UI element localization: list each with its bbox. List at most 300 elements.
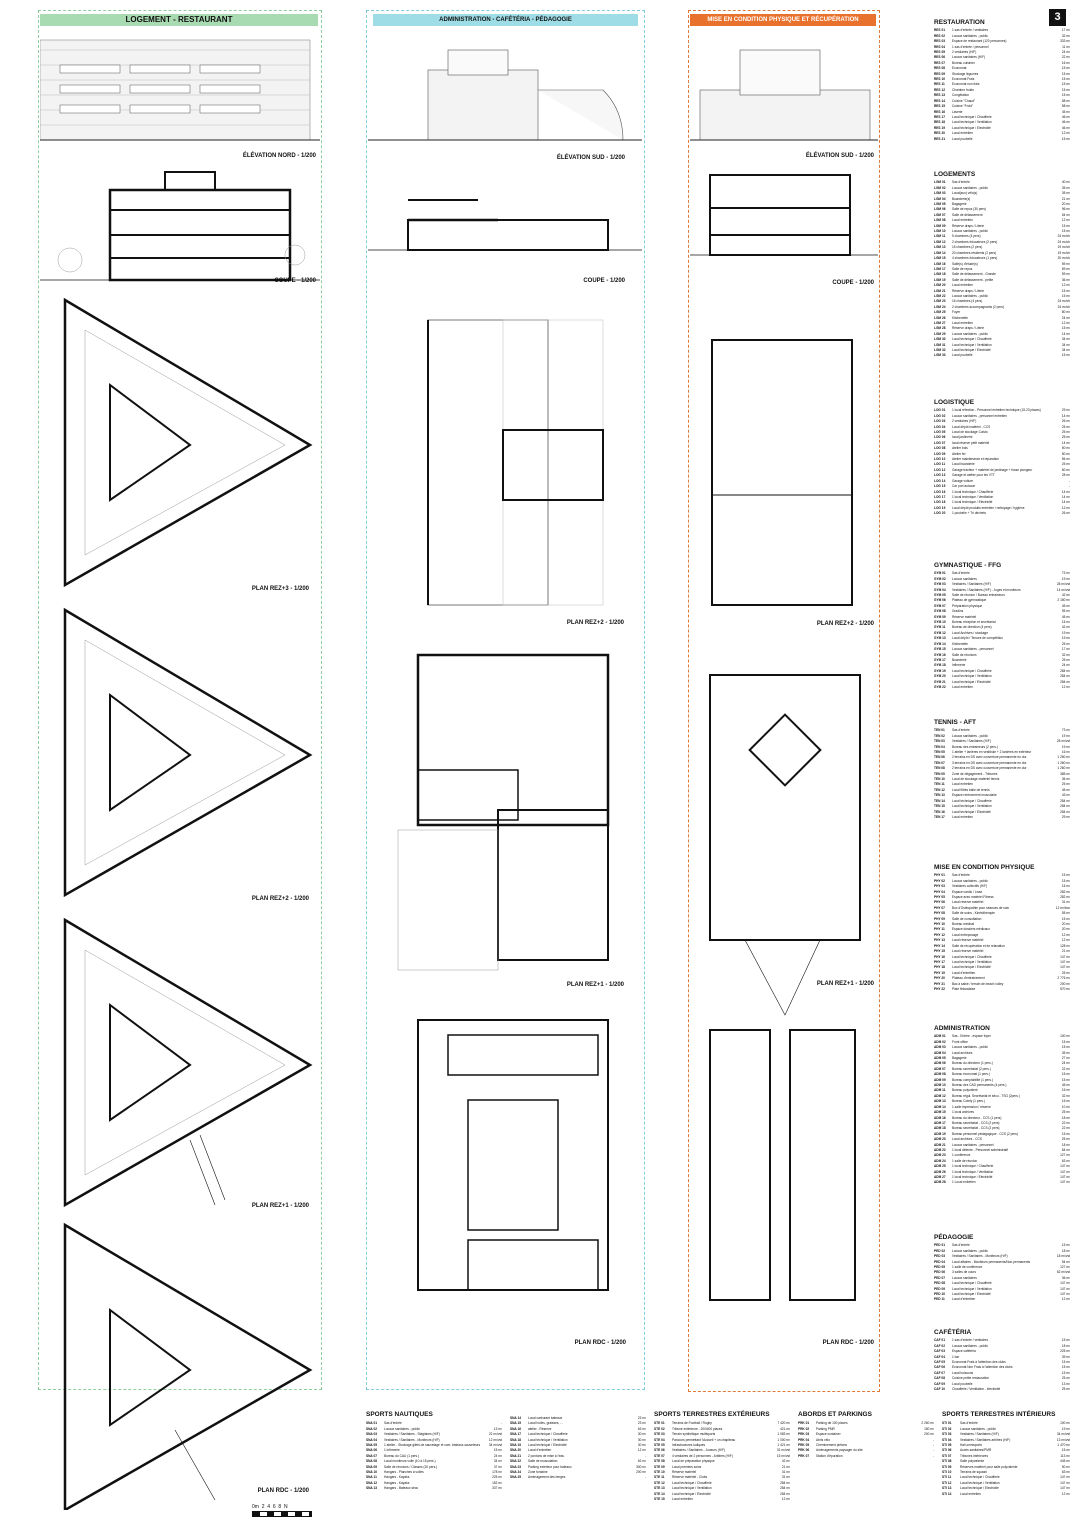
room-code: GYM 20 (934, 674, 946, 679)
room-area: 19 m²/ch (1057, 245, 1070, 250)
room-code: GYM 01 (934, 571, 946, 576)
room-name: Bureau du CAU (1 pers.) (384, 1453, 420, 1458)
room-area: 1 470 m² (1057, 1443, 1070, 1448)
room-code: CAF 03 (934, 1349, 945, 1354)
room-name: Terrains de squash (960, 1470, 987, 1475)
room-code: SNA 08 (366, 1459, 378, 1464)
room-area: 62 m²/vst (1056, 1270, 1070, 1275)
room-name: Terrains de Football / Rugby (672, 1421, 712, 1426)
room-area: 19 m² (1061, 630, 1070, 635)
room-code: STI 04 (942, 1437, 952, 1442)
room-code: STE 01 (654, 1421, 665, 1426)
elevation-nord-drawing (40, 40, 320, 140)
room-area: 15 m² (1061, 1072, 1070, 1077)
room-area: 284 m² (780, 1491, 790, 1496)
room-area: 18 m²/vst (1056, 1254, 1070, 1259)
room-name: Garage et atelier pour les VTT (952, 473, 995, 478)
room-name: 4 chambres éducateurs (1 pers) (952, 256, 998, 261)
room-code: SNA 07 (366, 1453, 378, 1458)
room-area: 2 150 m² (1057, 598, 1070, 603)
legend-section (934, 1330, 1070, 1392)
room-area: 15 m² (1061, 87, 1070, 92)
room-name: Terrain synthétique multisports (672, 1432, 716, 1437)
room-name: Salle de réunion / Bureau entraineurs (952, 593, 1005, 598)
room-area: 15 m²/vst (776, 1453, 790, 1458)
plan-rez3-drawing (65, 300, 310, 585)
room-name: Local technique / Chaufferie (528, 1432, 568, 1437)
room-name: Parking extérieur pour bateaux (528, 1464, 572, 1469)
legend-section-title: ADMINISTRATION (934, 1025, 990, 1032)
room-code: ADM 20 (934, 1137, 946, 1142)
room-code: LGM 27 (934, 320, 946, 325)
room-code: SNA 01 (366, 1421, 378, 1426)
room-area: 32 m² (1061, 33, 1070, 38)
room-area: 284 m² (780, 1480, 790, 1485)
room-code: TEN 09 (934, 771, 945, 776)
room-area: 284 m² (1060, 804, 1070, 809)
room-area: 147 m² (1060, 1281, 1070, 1286)
room-name: Zone fontaine (528, 1470, 548, 1475)
room-name: Sas d'entrée (952, 1243, 970, 1248)
legend-section (934, 400, 1070, 517)
room-area: 12 m² (1061, 684, 1070, 689)
room-code: PED 05 (934, 1265, 945, 1270)
room-code: STE 09 (654, 1464, 665, 1469)
label-elevation-sud-c3: ÉLÉVATION SUD - 1/200 (805, 153, 874, 159)
room-code: STE 12 (654, 1480, 665, 1485)
room-area: 12 m²/vst (488, 1437, 502, 1442)
room-area: 34 m² (1061, 337, 1070, 342)
room-area: 24 m²/ch (1057, 239, 1070, 244)
room-code: CAF 09 (934, 1381, 945, 1386)
plan-rez2-c2-drawing (428, 320, 603, 605)
room-name: 1 Local entretien (952, 1180, 976, 1185)
room-code: PHY 10 (934, 922, 945, 927)
room-code: PRK 03 (798, 1432, 810, 1437)
plan-rdc-c2-drawing (418, 1020, 608, 1290)
room-name: Bureau des CAD permanents (4 pers.) (952, 1083, 1007, 1088)
room-code: CAF 10 (934, 1387, 945, 1392)
room-name: Vestiaires / Sanitaires - Moniteurs (H/F) (384, 1437, 440, 1442)
room-code: LGM 11 (934, 234, 946, 239)
legend-row (934, 137, 1070, 142)
room-area: 45 m² (1061, 1083, 1070, 1088)
room-code: GYM 17 (934, 657, 946, 662)
plan-rez1-drawing (65, 920, 310, 1205)
room-code: ADM 18 (934, 1126, 946, 1131)
room-area: 15 m² (1061, 1045, 1070, 1050)
room-code: PED 01 (934, 1243, 945, 1248)
room-code: STI 14 (942, 1491, 952, 1496)
room-area: 43 m² (1061, 793, 1070, 798)
column-title-condition: MISE EN CONDITION PHYSIQUE ET RÉCUPÉRATION (690, 14, 876, 26)
room-code: LGM 26 (934, 315, 946, 320)
room-name: Local technique / Electricité (952, 125, 991, 130)
room-area: 54 m² (1061, 1259, 1070, 1264)
room-area: 15 m² (1061, 1077, 1070, 1082)
room-code: ADM 09 (934, 1077, 946, 1082)
bottom-legend-section (510, 1412, 646, 1481)
room-name: 1 local réfection - Personnel entretien technique (15-23 places) (952, 408, 1041, 413)
room-area: 45 m² (1061, 614, 1070, 619)
room-name: 20 chambres résidents (2 pers) (952, 250, 997, 255)
room-code: CAF 02 (934, 1343, 945, 1348)
legend-row (934, 1387, 1070, 1392)
legend-section-title: LOGISTIQUE (934, 399, 975, 406)
room-name: Local technique / Electricité (952, 1292, 991, 1297)
room-name: Local entretien (960, 1491, 981, 1496)
room-code: STI 09 (942, 1464, 952, 1469)
room-name: Local technique / Chaufferie (952, 798, 992, 803)
room-code: TEN 11 (934, 782, 945, 787)
room-area: 12 m² (1061, 505, 1070, 510)
room-name: Salle de réunions (952, 652, 977, 657)
room-code: LGM 19 (934, 277, 946, 282)
room-code: LGM 16 (934, 261, 946, 266)
room-area: 147 m² (1060, 1180, 1070, 1185)
room-name: Local buanderie (952, 462, 975, 467)
room-area: 337 m² (492, 1486, 502, 1491)
room-name: Station d'épuration (816, 1453, 843, 1458)
room-area: 13 m²/vst (1056, 1437, 1070, 1442)
room-name: Local dépôt matériel - CCS (952, 424, 991, 429)
room-name: Locaux sanitaires - public (952, 331, 988, 336)
room-name: Bureau Cotely (1 pers.) (952, 1099, 985, 1104)
room-code: STE 05 (654, 1443, 665, 1448)
room-area: 333 m² (1060, 39, 1070, 44)
room-name: Espace avec matériel Fitness (952, 895, 994, 900)
room-area: 15 m² (1061, 223, 1070, 228)
legend-section-title: PÉDAGOGIE (934, 1234, 974, 1241)
legend-row (798, 1454, 934, 1459)
room-name: 1 salle de conférence (952, 1265, 983, 1270)
room-code: PED 06 (934, 1270, 945, 1275)
room-name: Salle de repos (30 pers) (952, 207, 987, 212)
room-area: 15 m² (1061, 884, 1070, 889)
room-code: RES 08 (934, 66, 945, 71)
room-code: PHY 19 (934, 970, 945, 975)
room-name: Parcours permettant l'Accueil + un chapiteau (672, 1437, 736, 1442)
room-name: Local technique / Chaufferie (672, 1480, 712, 1485)
room-name: Hangars - Bateaux sécu (384, 1486, 419, 1491)
room-name: 2 vestiaires (H/F) (952, 50, 977, 55)
room-name: Bureau secrétariat - CCS (2 pers) (952, 1120, 1000, 1125)
legend-section (934, 563, 1070, 690)
legend-row (366, 1486, 502, 1491)
room-code: SNA 06 (366, 1448, 378, 1453)
room-name: 1 salle de réunion (952, 1158, 978, 1163)
room-name: 16 chambres (4 pers) (952, 299, 983, 304)
room-code: TEN 06 (934, 755, 945, 760)
room-area: 32 m² (1061, 652, 1070, 657)
room-code: STI 07 (942, 1453, 952, 1458)
room-name: Local huiles, graisses, ... (528, 1421, 563, 1426)
room-name: 15 chambres (2 pers) (952, 245, 983, 250)
legend-row (934, 815, 1070, 820)
room-code: GYM 12 (934, 630, 946, 635)
room-code: ADM 10 (934, 1083, 946, 1088)
room-code: PHY 15 (934, 949, 945, 954)
room-area: 25 m² (1061, 462, 1070, 467)
room-code: ADM 14 (934, 1104, 946, 1109)
room-code: SNA 17 (510, 1432, 522, 1437)
room-name: Bureau polyvalent (952, 1088, 978, 1093)
room-area: 24 m² (1061, 50, 1070, 55)
room-name: Bureau économat (1 pers.) (952, 1072, 990, 1077)
legend-section-title: GYMNASTIQUE - FFG (934, 562, 1002, 569)
room-code: PED 03 (934, 1254, 945, 1259)
room-area: 25 m² (1061, 430, 1070, 435)
room-name: Local d'entretien (528, 1448, 552, 1453)
room-area: 15 m² (1061, 916, 1070, 921)
room-code: RES 03 (934, 39, 945, 44)
room-name: Local réserve matériel (952, 938, 984, 943)
room-name: 3 salles de cours (952, 1270, 976, 1275)
legend-section-title: CAFÉTÉRIA (934, 1329, 972, 1336)
room-area: 147 m² (1060, 1486, 1070, 1491)
room-name: Garage tracteur + matériel de jardinage + fosse plongeur (952, 467, 1033, 472)
room-area: 15 m² (1061, 326, 1070, 331)
room-area: 23 m² (637, 1416, 646, 1420)
room-code: SNA 21 (510, 1453, 522, 1458)
room-area: - (932, 1437, 934, 1442)
room-area: 25 m² (1061, 970, 1070, 975)
room-code: LGM 31 (934, 342, 946, 347)
room-area: 152 m² (492, 1480, 502, 1485)
room-code: RES 16 (934, 109, 945, 114)
room-code: ADM 22 (934, 1147, 946, 1152)
room-code: LGM 14 (934, 250, 946, 255)
room-name: Locaux sanitaires - public (952, 1248, 988, 1253)
room-code: LGM 10 (934, 229, 946, 234)
legend-section-title: SPORTS TERRESTRES INTÉRIEURS (942, 1411, 1056, 1418)
room-name: Laverie (952, 109, 963, 114)
room-code: LGM 13 (934, 245, 946, 250)
room-area: 282 m² (1060, 889, 1070, 894)
room-name: Kitchenette (952, 641, 968, 646)
room-name: Local entretien (952, 320, 973, 325)
room-code: STI 06 (942, 1448, 952, 1453)
room-area: 36 m² (1061, 277, 1070, 282)
label-plan-rez1-c1: PLAN REZ+1 - 1/200 (251, 1203, 309, 1209)
room-area: - (932, 1448, 934, 1453)
room-code: RES 19 (934, 125, 945, 130)
room-area: 59 m² (1061, 272, 1070, 277)
room-area: 15 m² (1061, 293, 1070, 298)
room-name: Local poubelle (952, 136, 973, 141)
room-code: ADM 23 (934, 1153, 946, 1158)
room-name: Local poubelle (952, 1381, 973, 1386)
room-name: 1 local technique / Electricité (952, 500, 993, 505)
room-area: 12 m² (1061, 320, 1070, 325)
room-name: 1 local archives (952, 1110, 974, 1115)
room-name: Economat non frais (952, 82, 980, 87)
room-area: 19 m² (1061, 576, 1070, 581)
room-area: 127 m² (1060, 1265, 1070, 1270)
room-name: Vestiaires / Sanitaires arbitres (H/F) (960, 1437, 1011, 1442)
room-area: - (1068, 478, 1070, 483)
room-code: PHY 13 (934, 938, 945, 943)
room-area: 284 m² (1060, 668, 1070, 673)
room-name: Plateau d'entrainement (952, 976, 985, 981)
room-name: Local archives - CCS (952, 1137, 982, 1142)
room-code: PHY 03 (934, 884, 945, 889)
room-code: RES 18 (934, 120, 945, 125)
room-area: 58 m² (1061, 104, 1070, 109)
room-code: ADM 06 (934, 1061, 946, 1066)
room-code: PRK 07 (798, 1453, 810, 1458)
room-code: LGM 28 (934, 326, 946, 331)
room-code: ADM 17 (934, 1120, 946, 1125)
room-code: LOG 01 (934, 408, 946, 413)
room-area: 22 m² (1061, 55, 1070, 60)
room-code: RES 14 (934, 98, 945, 103)
coupe-drawing (40, 172, 320, 280)
room-code: LOG 20 (934, 511, 946, 516)
room-code: LOG 15 (934, 484, 946, 489)
room-area: - (500, 1421, 502, 1426)
room-name: Bureau personnel pédagogique - CCS (2 pers) (952, 1131, 1018, 1136)
room-name: local réserve petit matériel (952, 440, 990, 445)
room-area: 15 m² (1061, 82, 1070, 87)
room-area: 24 m²/ch (1057, 234, 1070, 239)
room-code: RES 20 (934, 131, 945, 136)
room-area: 15 m² (1061, 93, 1070, 98)
bottom-legend-section (654, 1412, 790, 1503)
room-code: LGM 33 (934, 353, 946, 358)
room-code: LGM 15 (934, 256, 946, 261)
room-code: PHY 16 (934, 954, 945, 959)
room-area: 10 m² (1061, 1104, 1070, 1109)
legend-row (510, 1475, 646, 1480)
room-area: 25 m² (1061, 657, 1070, 662)
room-code: LOG 03 (934, 419, 946, 424)
room-name: Salle polyvalente (960, 1459, 985, 1464)
room-code: STI 12 (942, 1480, 952, 1485)
room-area: 36 m² (1061, 1275, 1070, 1280)
room-name: Sas d'entrée (952, 728, 970, 733)
room-code: PRK 05 (798, 1443, 810, 1448)
room-name: Local technique / Electricité (952, 679, 991, 684)
room-area: 55 m² (1061, 911, 1070, 916)
room-name: Bac à sable / terrain de beach volley (952, 981, 1004, 986)
room-name: Local d'entretien (952, 1297, 976, 1302)
room-code: SNA 18 (510, 1437, 522, 1442)
room-name: Hangars - Kayaks (384, 1475, 410, 1480)
elevation-sud-c3-drawing (690, 50, 878, 140)
room-name: 1 local technique / Ventilation (952, 1169, 994, 1174)
room-code: RES 05 (934, 50, 945, 55)
room-code: PED 08 (934, 1281, 945, 1286)
room-name: Local technique / Electricité (672, 1491, 711, 1496)
room-code: LOG 05 (934, 430, 946, 435)
room-code: PHY 06 (934, 900, 945, 905)
room-code: PHY 22 (934, 986, 945, 991)
room-area: 59 m² (1061, 266, 1070, 271)
room-area: 225 m² (1060, 1349, 1070, 1354)
room-code: GYM 15 (934, 647, 946, 652)
room-area: 62 m² (637, 1459, 646, 1464)
room-code: ADM 13 (934, 1099, 946, 1104)
room-name: Local entretien (952, 218, 973, 223)
room-area: 127 m² (1060, 1153, 1070, 1158)
room-name: Local technique / Chaufferie (952, 114, 992, 119)
room-code: LGM 23 (934, 299, 946, 304)
room-area: 29 m² (1061, 408, 1070, 413)
room-name: Espace container (816, 1432, 841, 1437)
room-area: 63 m² (1061, 1470, 1070, 1475)
room-name: 1 local technique / Electricité (952, 1174, 993, 1179)
room-name: Aménagement des berges (528, 1475, 566, 1480)
room-name: Local entretien (672, 1497, 693, 1502)
room-code: TEN 12 (934, 787, 945, 792)
room-code: GYM 03 (934, 582, 946, 587)
room-name: Sas d'entrée (384, 1421, 402, 1426)
room-area: 34 m² (493, 1459, 502, 1464)
room-area: 12 m² (1061, 131, 1070, 136)
label-coupe-c2: COUPE - 1/200 (583, 278, 625, 284)
room-name: Locaux sanitaires - public (952, 293, 988, 298)
room-area: 80 m² (1061, 310, 1070, 315)
room-area: 15 m² (1061, 288, 1070, 293)
room-name: Atelier maintenance et réparation (952, 457, 999, 462)
room-name: Local entretien (952, 131, 973, 136)
room-code: GYM 04 (934, 587, 946, 592)
room-name: Cuisine "Chaud" (952, 98, 976, 103)
room-area: 16 m² (1061, 750, 1070, 755)
room-code: ADM 27 (934, 1174, 946, 1179)
room-name: 1 bar (952, 1354, 960, 1359)
room-name: Vestiaires / Sanitaires - Joueurs (H/F) (672, 1448, 725, 1453)
room-area: 284 m² (1060, 809, 1070, 814)
room-code: PED 02 (934, 1248, 945, 1253)
room-code: STE 10 (654, 1470, 665, 1475)
room-name: Locaux sanitaires - public (952, 185, 988, 190)
room-name: Local technique / Ventilation (952, 1286, 992, 1291)
room-code: PRK 04 (798, 1437, 810, 1442)
room-area: - (932, 1443, 934, 1448)
room-area: 19 m² (1061, 744, 1070, 749)
room-area: 18 m² (1061, 1343, 1070, 1348)
room-code: PHY 02 (934, 878, 945, 883)
label-plan-rdc-c2: PLAN RDC - 1/200 (574, 1340, 626, 1346)
room-code: SNA 12 (366, 1480, 378, 1485)
room-area: 147 m² (1060, 1174, 1070, 1179)
label-plan-rez2-c3: PLAN REZ+2 - 1/200 (816, 621, 874, 627)
room-code: SNA 23 (510, 1464, 522, 1469)
room-code: PHY 20 (934, 976, 945, 981)
room-area: 445 m² (1060, 1459, 1070, 1464)
room-code: ADM 15 (934, 1110, 946, 1115)
room-code: STE 13 (654, 1486, 665, 1491)
room-name: Cheminement piétons (816, 1443, 848, 1448)
room-name: 1 sas d'entrée / personnel (952, 44, 989, 49)
room-name: Local technique / Ventilation (952, 674, 992, 679)
room-name: Local Archives / stockage (952, 630, 988, 635)
room-area: 21 m² (1061, 949, 1070, 954)
room-name: Locaux sanitaires - personnel entretien (952, 413, 1007, 418)
room-name: Salle de délassement - Grande (952, 272, 996, 277)
room-name: 1 atelier + lanières en vestibule + 2 lanières en extérieur (952, 750, 1032, 755)
room-area: 12 m² (781, 1497, 790, 1502)
room-name: Locaux sanitaires - public (952, 878, 988, 883)
room-name: Local technique / Chaufferie (952, 1281, 992, 1286)
room-name: Bureau secrétariat - CCS (2 pers) (952, 1126, 1000, 1131)
room-area: 15 m² (1061, 1338, 1070, 1343)
room-code: GYM 13 (934, 636, 946, 641)
room-area: 2 776 m² (1057, 976, 1070, 981)
room-name: Locaux sanitaires - public (952, 33, 988, 38)
